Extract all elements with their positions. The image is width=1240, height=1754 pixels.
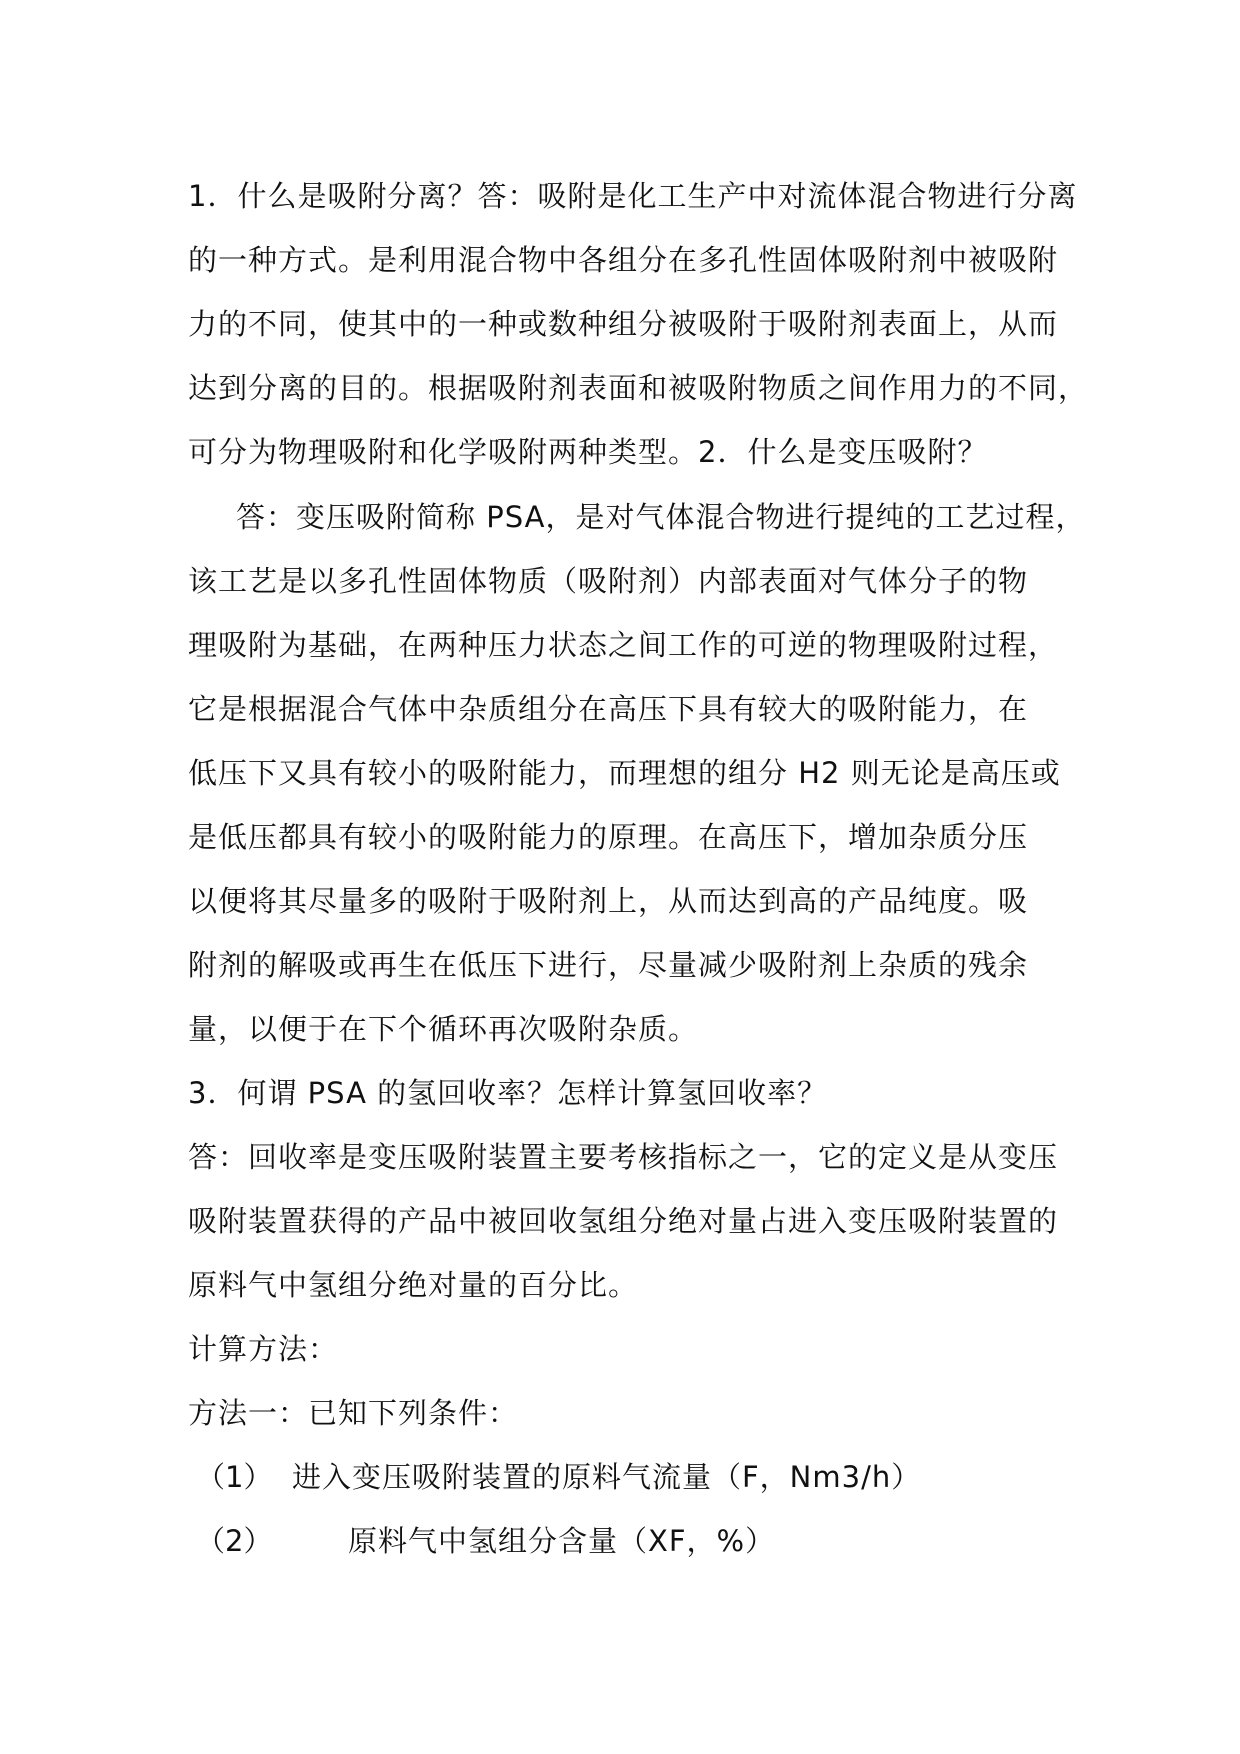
paragraph-line: 力的不同，使其中的一种或数种组分被吸附于吸附剂表面上，从而 (188, 307, 1059, 341)
paragraph-line: 原料气中氢组分绝对量的百分比。 (188, 1268, 639, 1302)
paragraph-line: 低压下又具有较小的吸附能力，而理想的组分 H2 则无论是高压或 (188, 756, 1061, 790)
paragraph-line: 是低压都具有较小的吸附能力的原理。在高压下，增加杂质分压 (188, 820, 1029, 854)
section-heading: 3．何谓 PSA 的氢回收率？怎样计算氢回收率？ (188, 1076, 828, 1110)
list-item-number: （2） (196, 1524, 273, 1558)
paragraph-line: 附剂的解吸或再生在低压下进行，尽量减少吸附剂上杂质的残余 (188, 948, 1029, 982)
paragraph-line: 答：变压吸附简称 PSA，是对气体混合物进行提纯的工艺过程， (236, 500, 1086, 534)
paragraph-line: 吸附装置获得的产品中被回收氢组分绝对量占进入变压吸附装置的 (188, 1204, 1059, 1238)
paragraph-line: 以便将其尽量多的吸附于吸附剂上，从而达到高的产品纯度。吸 (188, 884, 1029, 918)
paragraph-line: 1．什么是吸附分离？答：吸附是化工生产中对流体混合物进行分离 (188, 179, 1078, 213)
paragraph-line: 可分为物理吸附和化学吸附两种类型。2．什么是变压吸附？ (188, 435, 988, 469)
paragraph-line: 它是根据混合气体中杂质组分在高压下具有较大的吸附能力，在 (188, 692, 1029, 726)
paragraph-line: 的一种方式。是利用混合物中各组分在多孔性固体吸附剂中被吸附 (188, 243, 1059, 277)
paragraph-line: 答：回收率是变压吸附装置主要考核指标之一，它的定义是从变压 (188, 1140, 1059, 1174)
list-item-text: 原料气中氢组分含量（XF，%） (348, 1524, 776, 1558)
paragraph-line: 达到分离的目的。根据吸附剂表面和被吸附物质之间作用力的不同， (188, 371, 1089, 405)
paragraph-line: 该工艺是以多孔性固体物质（吸附剂）内部表面对气体分子的物 (188, 564, 1029, 598)
list-item-text: 进入变压吸附装置的原料气流量（F，Nm3/h） (292, 1460, 922, 1494)
list-item-number: （1） (196, 1460, 273, 1494)
subheading: 方法一：已知下列条件： (188, 1396, 519, 1430)
paragraph-line: 理吸附为基础，在两种压力状态之间工作的可逆的物理吸附过程， (188, 628, 1059, 662)
paragraph-line: 量，以便于在下个循环再次吸附杂质。 (188, 1012, 699, 1046)
subheading: 计算方法： (188, 1332, 339, 1366)
